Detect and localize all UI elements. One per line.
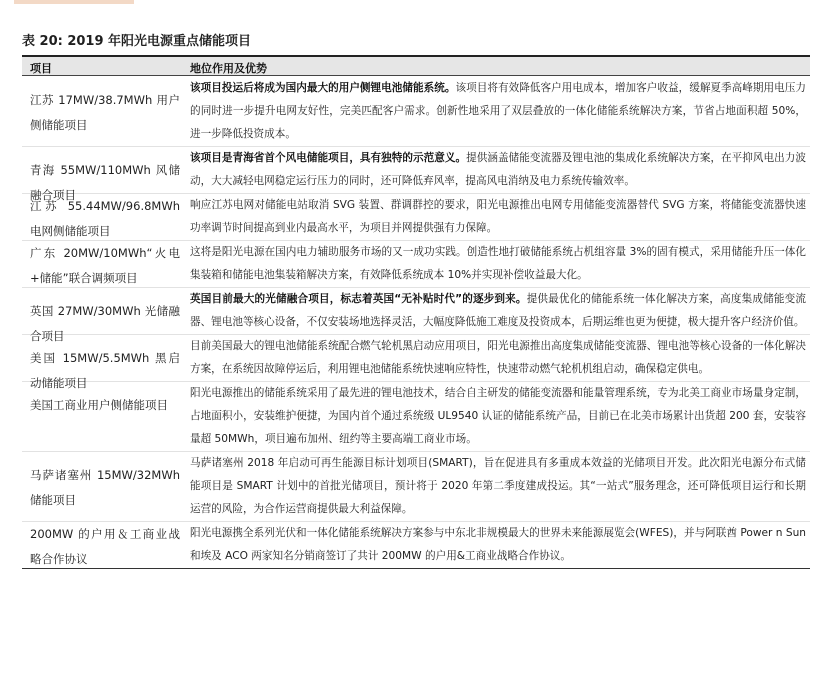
project-name: 广东 20MW/10MWh“火电+储能”联合调频项目: [30, 246, 180, 285]
description-text: 马萨诸塞州 2018 年启动可再生能源目标计划项目(SMART)，旨在促进具有多重成本效益的光储项目开发。此次阳光电源分布式储能项目是 SMART 计划中的首批光储项目，预计将于 2020 年第二季度建成投运。其“一站式”服务理念，还可降低项目运行和长期运营的风险，为合作运营商提供最大利益保障。: [190, 457, 806, 515]
header-decoration: [0, 0, 833, 8]
project-name: 江苏 55.44MW/96.8MWh 电网侧储能项目: [30, 199, 180, 238]
table-row: [22, 288, 810, 343]
project-name: 200MW 的户用＆工商业战略合作协议: [30, 527, 180, 566]
table-row: [22, 452, 810, 522]
table-header: [22, 57, 810, 75]
project-name: 美国工商业用户侧储能项目: [30, 398, 168, 412]
column-header-role: 地位作用及优势: [190, 62, 267, 75]
description-highlight: 该项目是青海省首个风电储能项目，具有独特的示范意义。: [190, 152, 467, 164]
project-description: [190, 77, 806, 146]
table-row: [22, 382, 810, 452]
project-description: [190, 194, 806, 240]
project-name: 英国 27MW/30MWh 光储融合项目: [30, 304, 180, 343]
header-rule: [22, 75, 810, 76]
description-text: 目前美国最大的锂电池储能系统配合燃气轮机黑启动应用项目，阳光电源推出高度集成储能变流器、锂电池等核心设备的一体化解决方案，在系统因故障停运后，利用锂电池储能系统快速响应特性，快速带动燃气轮机机组启动，确保稳定供电。: [190, 340, 806, 375]
project-description: [190, 452, 806, 521]
table-row: [22, 335, 810, 390]
project-name: 美国 15MW/5.5MWh 黑启动储能项目: [30, 351, 180, 390]
table-row: [22, 241, 810, 288]
table-row: [22, 147, 810, 202]
description-text: 该项目将有效降低客户用电成本，增加客户收益，缓解夏季高峰期用电压力的同时进一步提升电网友好性，完美匹配客户需求。创新性地采用了双层叠放的一体化储能系统解决方案，节省占地面积超 50%，进一步降低投资成本。: [190, 82, 806, 140]
table-row: [22, 77, 810, 147]
project-description: [190, 335, 806, 381]
description-text: 这将是阳光电源在国内电力辅助服务市场的又一成功实践。创造性地打破储能系统占机组容量 3%的固有模式，采用储能升压一体化集装箱和储能电池集装箱解决方案，有效降低系统成本 10%并实现补偿收益最大化。: [190, 246, 806, 281]
description-text: 响应江苏电网对储能电站取消 SVG 装置、群调群控的要求，阳光电源推出电网专用储能变流器替代 SVG 方案，将储能变流器快速功率调节时间提高到业内最高水平，为项目并网提供强有力保障。: [190, 199, 806, 234]
table-body: [22, 77, 810, 569]
table-row: [22, 522, 810, 569]
description-text: 提供涵盖储能变流器及锂电池的集成化系统解决方案，在平抑风电出力波动，大大减轻电网稳定运行压力的同时，还可降低弃风率，提高风电消纳及电力系统传输效率。: [190, 152, 807, 187]
column-header-project: 项目: [30, 62, 52, 75]
description-text: 提供最优化的储能系统一体化解决方案，高度集成储能变流器、锂电池等核心设备，不仅安装场地选择灵活，大幅度降低施工难度及投资成本，后期运维也更为便捷，极大提升客户经济价值。: [190, 293, 806, 328]
project-name: 马萨诸塞州 15MW/32MWh 储能项目: [30, 468, 180, 507]
table-title: 表 20: 2019 年阳光电源重点储能项目: [22, 34, 252, 49]
project-description: [190, 288, 806, 334]
project-description: [190, 241, 806, 287]
project-description: [190, 147, 806, 193]
description-highlight: 英国目前最大的光储融合项目，标志着英国“无补贴时代”的逐步到来。: [190, 293, 527, 305]
project-name: 江苏 17MW/38.7MWh 用户侧储能项目: [30, 93, 180, 132]
description-highlight: 该项目投运后将成为国内最大的用户侧锂电池储能系统。: [190, 82, 456, 94]
project-description: [190, 382, 806, 451]
table-row: [22, 194, 810, 241]
description-text: 阳光电源携全系列光伏和一体化储能系统解决方案参与中东北非规模最大的世界未来能源展览会(WFES)，并与阿联酋 Power n Sun 和埃及 ACO 两家知名分销商签订了共计 200MW 的户用&工商业战略合作协议。: [190, 527, 806, 562]
project-description: [190, 522, 806, 568]
project-name: 青海 55MW/110MWh 风储融合项目: [30, 163, 180, 202]
description-text: 阳光电源推出的储能系统采用了最先进的锂电池技术，结合自主研发的储能变流器和能量管理系统，专为北美工商业市场量身定制，占地面积小，安装维护便捷，为国内首个通过系统级 UL9540 认证的储能系统产品，目前已在北美市场累计出货超 200 套，安装容量超 50MWh，项目遍布加州、纽约等主要高端工商业市场。: [190, 387, 806, 445]
